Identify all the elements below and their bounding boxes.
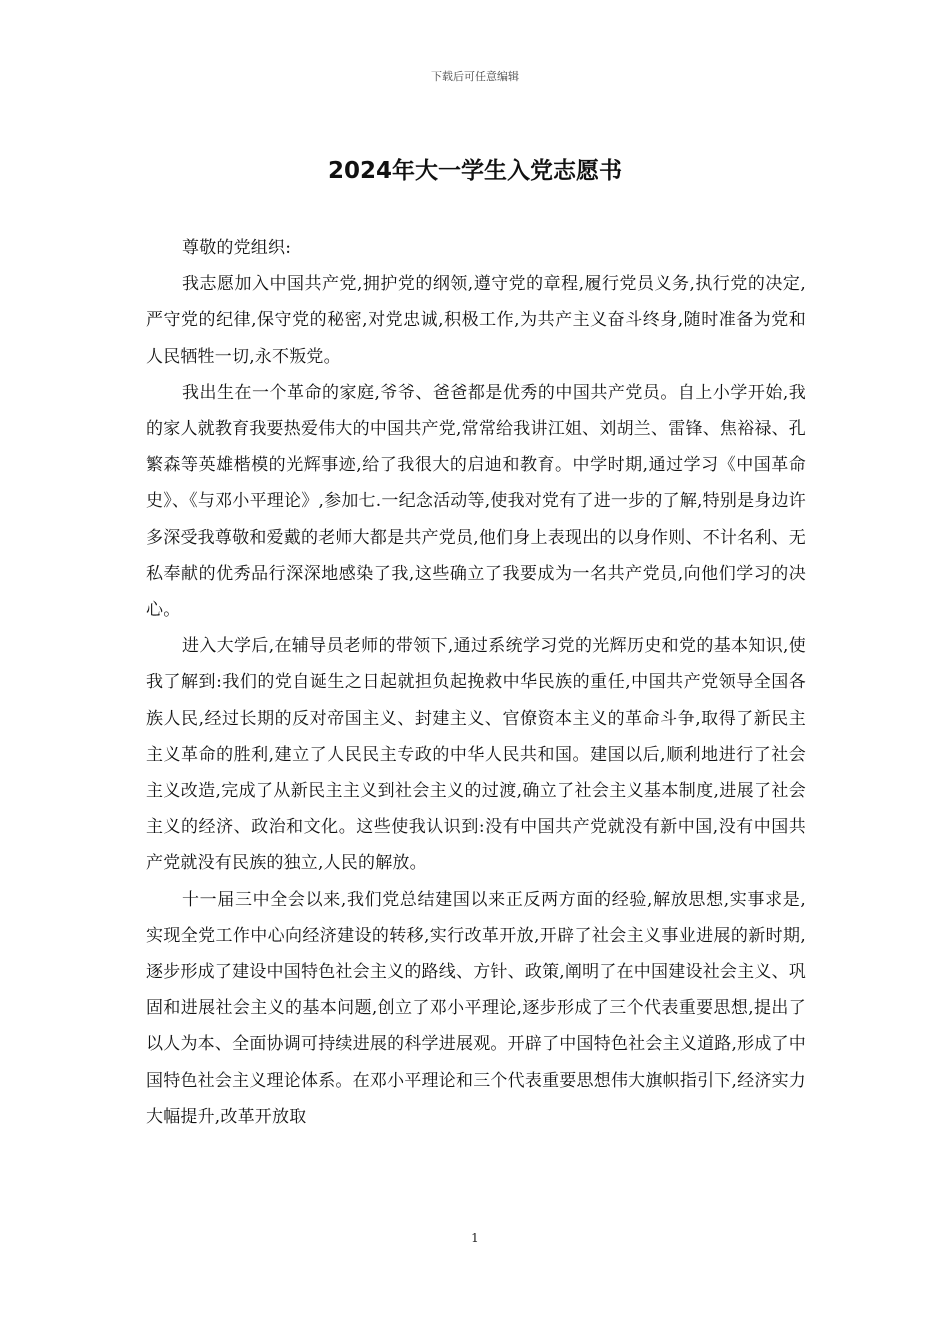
paragraph-4: 十一届三中全会以来,我们党总结建国以来正反两方面的经验,解放思想,实事求是,实现全党工作中心向经济建设的转移,实行改革开放,开辟了社会主义事业进展的新时期,逐步形成了建设中国特色社会主义的路线、方针、政策,阐明了在中国建设社会主义、巩固和进展社会主义的基本问题,创立了邓小平理论,逐步形成了三个代表重要思想,提出了以人为本、全面协调可持续进展的科学进展观。开辟了中国特色社会主义道路,形成了中国特色社会主义理论体系。在邓小平理论和三个代表重要思想伟大旗帜指引下,经济实力大幅提升,改革开放取 (146, 889, 806, 1127)
paragraph-3: 进入大学后,在辅导员老师的带领下,通过系统学习党的光辉历史和党的基本知识,使我了解到:我们的党自诞生之日起就担负起挽救中华民族的重任,中国共产党领导全国各族人民,经过长期的反对帝国主义、封建主义、官僚资本主义的革命斗争,取得了新民主主义革命的胜利,建立了人民民主专政的中华人民共和国。建国以后,顺利地进行了社会主义改造,完成了从新民主主义到社会主义的过渡,确立了社会主义基本制度,进展了社会主义的经济、政治和文化。这些使我认识到:没有中国共产党就没有新中国,没有中国共产党就没有民族的独立,人民的解放。 (146, 636, 806, 874)
header-note: 下载后可任意编辑 (431, 70, 519, 83)
document-title: 2024年大一学生入党志愿书 (327, 158, 622, 184)
paragraph-2: 我出生在一个革命的家庭,爷爷、爸爸都是优秀的中国共产党员。自上小学开始,我的家人就教育我要热爱伟大的中国共产党,常常给我讲江姐、刘胡兰、雷锋、焦裕禄、孔繁森等英雄楷模的光辉事迹,给了我很大的启迪和教育。中学时期,通过学习《中国革命史》、《与邓小平理论》,参加七.一纪念活动等,使我对党有了进一步的了解,特别是身边许多深受我尊敬和爱戴的老师大都是共产党员,他们身上表现出的以身作则、不计名利、无私奉献的优秀品行深深地感染了我,这些确立了我要成为一名共产党员,向他们学习的决心。 (146, 382, 806, 621)
salutation: 尊敬的党组织: (182, 238, 292, 258)
paragraph-1: 我志愿加入中国共产党,拥护党的纲领,遵守党的章程,履行党员义务,执行党的决定,严守党的纪律,保守党的秘密,对党忠诚,积极工作,为共产主义奋斗终身,随时准备为党和人民牺牲一切,永不叛党。 (146, 274, 806, 367)
page-number: 1 (471, 1231, 479, 1245)
document-body (146, 230, 806, 1135)
